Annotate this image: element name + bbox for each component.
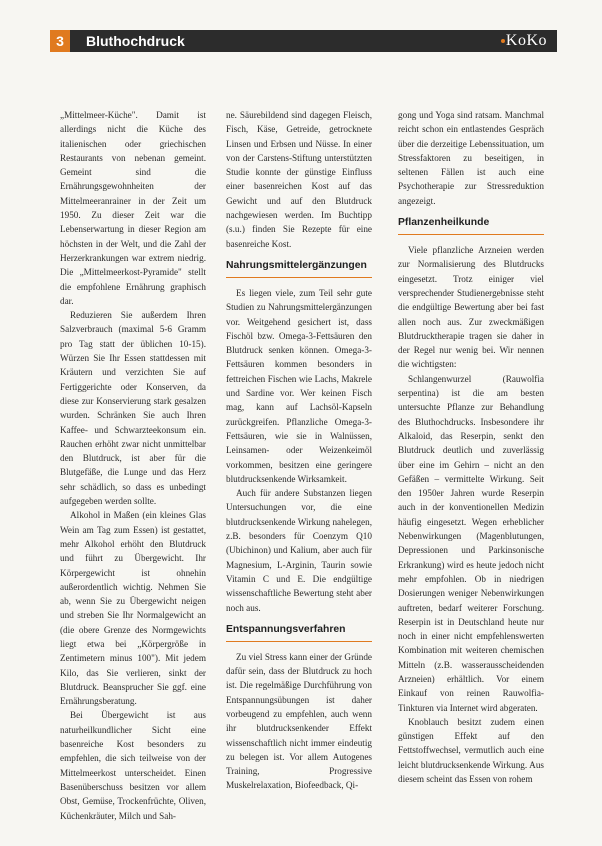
chapter-title: Bluthochdruck [86, 33, 185, 49]
paragraph: Viele pflanzliche Arzneien werden zur Normalisierung des Blutdrucks eingesetzt. Trotz einiger viel versprechender Studienergebnisse steht die endgültige Bewertung aber bei fast allen noch aus. Zur zweckmäßigen Blutdrucktherapie tragen sie daher in der Regel nur wenig bei. Wir nennen die wichtigsten: [398, 245, 544, 370]
page-number: 3 [50, 30, 70, 52]
column-2 [226, 108, 372, 793]
column-1 [60, 108, 206, 823]
paragraph: Es liegen viele, zum Teil sehr gute Studien zu Nahrungsmittelergänzungen vor. Weitgehend gesichert ist, dass Fischöl bzw. Omega-3-Fettsäuren den Blutdruck senken können. Omega-3-Fettsäuren kommen besonders in fettreichen Fischen wie Lachs, Makrele und Sardine vor. Wer keinen Fisch mag, kann auf Lachsöl-Kapseln zurückgreifen. Pflanzliche Omega-3-Fettsäuren, wie sie in Walnüssen, Leinsamen- oder Weizenkeimöl vorkommen, besitzen eine geringere blutdrucksenkende Wirksamkeit. [226, 287, 372, 484]
paragraph: ne. Säurebildend sind dagegen Fleisch, Fisch, Käse, Getreide, getrocknete Linsen und Erbsen und Nüsse. In einer von der Carstens-Stiftung unterstützten Studie konnte der günstige Einfluss einer basenreichen Kost auf das Gewicht und auf den Blutdruck nachgewiesen werden. Im Buchtipp (s.u.) finden Sie Rezepte für eine basenreiche Kost. [226, 110, 372, 249]
brand-logo: KoKo [505, 32, 547, 49]
section-heading-entspannung: Entspannungsverfahren [226, 623, 372, 642]
brand-dot-icon [501, 39, 505, 43]
paragraph: Reduzieren Sie außerdem Ihren Salzverbrauch (maximal 5-6 Gramm pro Tag statt der üblichen 10-15). Würzen Sie Ihr Essen stattdessen mit Kräutern und verzichten Sie auf Fertiggerichte oder Konserven, da diese zur Konservierung stark gesalzen wurden. Schränken Sie auch Ihren Kaffee- und Schwarzteekonsum ein. Rauchen erhöht zwar nicht unmittelbar den Blutdruck, ist aber für die Blutgefäße, die Lunge und das Herz sehr schädlich, so dass es unbedingt aufgegeben werden sollte. [60, 310, 206, 507]
page-header [50, 30, 557, 52]
column-3 [398, 108, 544, 786]
paragraph: Bei Übergewicht ist aus naturheilkundlicher Sicht eine basenreiche Kost besonders zu empfehlen, die sich teilweise von der Mittelmeerkost unterscheidet. Einen Basenüberschuss besitzen vor allem Obst, Gemüse, Trockenfrüchte, Oliven, Küchenkräuter, Milch und Sah- [60, 710, 206, 821]
paragraph: „Mittelmeer-Küche". Damit ist allerdings nicht die Küche des italienischen oder griechischen Restaurants von nebenan gemeint. Gemeint sind die Ernährungsgewohnheiten der Mittelmeeranrainer in der Zeit um 1950. Zu dieser Zeit war die Lebenserwartung in dieser Region am höchsten in der Welt, und die Zahl der Herzerkrankungen war extrem niedrig. Die „Mittelmeerkost-Pyramide" stellt die empfohlene Ernährung graphisch dar. [60, 110, 206, 306]
paragraph: gong und Yoga sind ratsam. Manchmal reicht schon ein entlastendes Gespräch über die derzeitige Lebenssituation, um Stressfaktoren zu beseitigen, in seltenen Fällen ist auch eine Psychotherapie zur Stressreduktion angezeigt. [398, 110, 544, 206]
paragraph: Zu viel Stress kann einer der Gründe dafür sein, dass der Blutdruck zu hoch ist. Die regelmäßige Durchführung von Entspannungsübungen ist daher vorbeugend zu empfehlen, auch wenn ihr blutdrucksenkender Effekt wissenschaftlich nicht immer eindeutig zu belegen ist. Vor allem Autogenes Training, Progressive Muskelrelaxation, Biofeedback, Qi- [226, 651, 372, 791]
paragraph: Knoblauch besitzt zudem einen günstigen Effekt auf den Fettstoffwechsel, vermutlich auch eine leicht blutdrucksenkende Wirkung. Aus diesem scheint das Essen von rohem [398, 716, 544, 785]
paragraph: Alkohol in Maßen (ein kleines Glas Wein am Tag zum Essen) ist gestattet, mehr Alkohol erhöht den Blutdruck und führt zu Übergewicht. Ihr Körpergewicht ist ohnehin außerordentlich wichtig. Nehmen Sie ab, wenn Sie zu Übergewicht neigen und streben Sie Ihr Normalgewicht an (die obere Grenze des Normgewichts liegt etwa bei „Körpergröße in Zentimetern minus 100"). Mit jedem Kilo, das Sie verlieren, sinkt der Blutdruck. Beansprucher Sie ggf. eine Ernährungsberatung. [60, 510, 206, 707]
paragraph: Auch für andere Substanzen liegen Untersuchungen vor, die eine blutdrucksenkende Wirkung nahelegen, z.B. besonders für Coenzym Q10 (Ubichinon) und Kalium, aber auch für Magnesium, L-Arginin, Taurin sowie Vitamin C und E. Die endgültige wissenschaftliche Bewertung steht aber noch aus. [226, 488, 372, 613]
section-heading-pflanzenheilkunde: Pflanzenheilkunde [398, 216, 544, 235]
paragraph: Schlangenwurzel (Rauwolfia serpentina) ist die am besten untersuchte Pflanze zur Behandlung des Bluthochdrucks. Insbesondere ihr Alkaloid, das Reserpin, senkt den Blutdruck deutlich und zuverlässig über eine im Gehirn – nicht an den Gefäßen – vermittelte Wirkung. Seit den 1950er Jahren wurde Reserpin auch in der konventionellen Medizin häufig eingesetzt. Wegen erheblicher Nebenwirkungen (Magenblutungen, Depressionen und Parkinsonische Erkrankung) wird es heute jedoch nicht mehr empfohlen. Ob in niedrigen Dosierungen weniger Nebenwirkungen auftreten, bedarf weiterer Forschung. Reserpin ist in Deutschland heute nur noch in einer nicht empfehlenswerten Kombination mit weiteren chemischen Mitteln (z.B. wasserausscheidenden Arzneien) erhältlich. Vor einem Einkauf von reinen Rauwolfia-Tinkturen via Internet wird abgeraten. [398, 373, 544, 713]
section-heading-nahrungsmittel: Nahrungsmittelergänzungen [226, 259, 372, 278]
